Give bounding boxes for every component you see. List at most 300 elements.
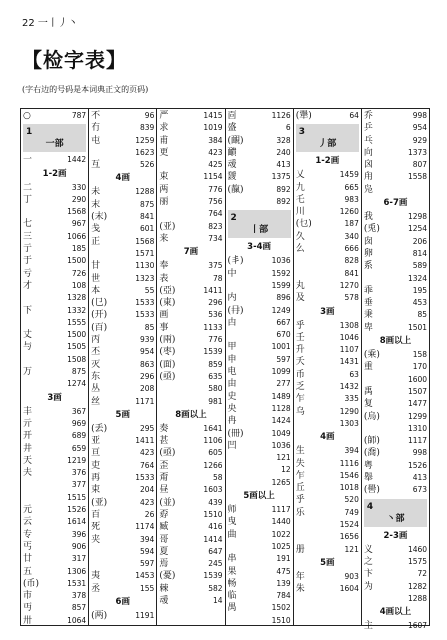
radical-number: 3 [298, 127, 305, 138]
entry-page-number: 1298 [407, 212, 428, 222]
index-entry [23, 602, 86, 614]
stroke-count-heading: 5画 [320, 557, 335, 568]
entry-page-number: 1533 [135, 310, 155, 320]
index-entry [91, 509, 154, 521]
index-entry [364, 544, 427, 556]
entry-character: 乂 [295, 170, 305, 181]
index-column [157, 109, 225, 625]
entry-page-number: 1599 [271, 280, 291, 290]
entry-page-number: 1414 [203, 534, 223, 544]
entry-character: (乜) [295, 219, 312, 230]
index-entry [296, 571, 359, 583]
index-entry [228, 354, 291, 366]
index-column [294, 109, 362, 625]
entry-character: 囟 [363, 160, 373, 171]
entry-character: 奏 [159, 423, 169, 434]
index-entry [364, 236, 427, 248]
entry-page-number: 1373 [407, 147, 428, 157]
index-entry [364, 484, 427, 496]
entry-page-number: 296 [140, 371, 155, 381]
entry-character: 灭 [91, 359, 101, 370]
radical-heading [23, 124, 86, 152]
index-entry [159, 159, 222, 171]
entry-character: 三 [23, 231, 33, 242]
entry-character: (亚) [159, 221, 176, 232]
entry-page-number: 896 [276, 293, 291, 303]
index-entry [159, 447, 222, 459]
entry-page-number: 582 [208, 583, 223, 593]
entry-character: 之 [363, 556, 373, 567]
index-entry [159, 396, 222, 408]
index-entry [23, 516, 86, 528]
entry-character: 臧 [159, 522, 169, 533]
entry-page-number: 998 [412, 111, 428, 120]
index-entry [228, 553, 291, 565]
index-entry [91, 297, 154, 309]
index-entry [159, 196, 222, 208]
entry-page-number: 589 [412, 261, 428, 271]
entry-character: (亞) [159, 285, 176, 296]
stroke-count-heading: 4画以上 [379, 607, 412, 618]
entry-page-number: 807 [412, 160, 428, 170]
radical-number: 1 [26, 127, 33, 138]
entry-page-number: 335 [344, 394, 359, 404]
entry-character: 下 [23, 305, 33, 316]
index-entry [364, 184, 427, 196]
entry-page-number: 85 [144, 322, 155, 332]
stroke-count-heading: 8画以上 [379, 336, 412, 347]
index-entry [91, 110, 154, 122]
index-entry [159, 309, 222, 321]
index-entry [91, 383, 154, 395]
index-entry [91, 147, 154, 159]
entry-page-number: 1510 [271, 615, 291, 625]
entry-page-number: 1130 [135, 261, 155, 271]
entry-character: 靣 [227, 111, 237, 121]
entry-character: 东 [91, 371, 101, 382]
entry-character: 甭 [159, 473, 169, 484]
entry-page-number: 1282 [407, 581, 428, 591]
index-entry [159, 371, 222, 383]
entry-character: 元 [23, 505, 33, 516]
entry-page-number: 394 [140, 534, 155, 544]
entry-character: 亘 [91, 448, 101, 459]
entry-character: 本 [91, 285, 101, 296]
index-entry [364, 386, 427, 398]
entry-page-number: 1306 [67, 566, 87, 576]
index-entry [228, 452, 291, 464]
entry-character: 束 [159, 172, 169, 183]
entry-character: 丞 [91, 583, 101, 594]
index-entry [23, 243, 86, 255]
index-entry [23, 406, 86, 418]
index-entry [159, 558, 222, 570]
index-entry [296, 519, 359, 531]
entry-page-number: 1154 [203, 172, 223, 182]
index-column [21, 109, 89, 625]
entry-page-number: 1001 [271, 342, 291, 352]
index-entry [296, 194, 359, 206]
entry-page-number: 121 [344, 544, 359, 554]
index-entry [159, 509, 222, 521]
page-number: 22 [22, 18, 35, 29]
index-entry [296, 393, 359, 405]
entry-character: 卵 [363, 248, 373, 259]
entry-character: (師) [363, 436, 380, 447]
entry-page-number: 96 [144, 111, 155, 120]
index-column [226, 109, 294, 625]
entry-character: (冄) [227, 305, 244, 316]
entry-page-number: 78 [212, 273, 223, 283]
entry-page-number: 423 [140, 448, 155, 458]
index-entry [228, 184, 291, 196]
entry-page-number: 1106 [203, 436, 223, 446]
index-entry [159, 570, 222, 582]
entry-page-number: 206 [412, 236, 428, 246]
entry-page-number: 1025 [271, 541, 291, 551]
index-entry [364, 223, 427, 235]
entry-page-number: 1174 [135, 522, 155, 532]
entry-page-number: 1274 [67, 379, 87, 389]
entry-character: 丐 [23, 541, 33, 552]
entry-page-number: 1568 [67, 207, 87, 217]
entry-character: 系 [363, 261, 373, 272]
entry-character: (東) [159, 298, 176, 309]
index-entry [23, 280, 86, 292]
entry-character: (犟) [295, 111, 312, 121]
entry-character: 叆 [159, 595, 169, 606]
index-entry [159, 460, 222, 472]
stroke-count-heading: 5画 [115, 409, 130, 420]
index-entry [159, 583, 222, 595]
radical-label: 一部 [45, 139, 64, 150]
entry-character: 垂 [363, 298, 373, 309]
entry-character: 久 [295, 231, 305, 242]
radical-number: 4 [366, 501, 374, 512]
entry-page-number: 1116 [339, 458, 359, 468]
index-entry [364, 460, 427, 472]
index-entry [364, 581, 427, 593]
entry-page-number: 1539 [203, 347, 223, 357]
entry-character: 与 [23, 342, 33, 353]
index-entry [91, 521, 154, 533]
index-entry [159, 383, 222, 395]
index-entry [228, 147, 291, 159]
entry-page-number: 1501 [407, 322, 428, 332]
index-entry [296, 494, 359, 506]
entry-character: ○ [23, 111, 31, 121]
index-entry [91, 558, 154, 570]
index-entry [91, 484, 154, 496]
index-entry [296, 507, 359, 519]
index-entry [23, 182, 86, 194]
entry-character: 币 [295, 369, 305, 380]
entry-character: (乘) [363, 350, 380, 361]
entry-page-number: 121 [276, 453, 291, 463]
entry-character: (嚳) [363, 485, 380, 496]
entry-page-number: 453 [412, 298, 428, 308]
entry-page-number: 939 [140, 335, 155, 345]
index-entry [159, 260, 222, 272]
entry-page-number: 1533 [135, 298, 155, 308]
index-entry [296, 369, 359, 381]
entry-page-number: 1510 [203, 509, 223, 519]
entry-page-number: 526 [140, 160, 155, 170]
entry-page-number: 1171 [135, 396, 155, 406]
entry-page-number: 277 [276, 379, 291, 389]
index-entry [364, 361, 427, 373]
entry-character: 靉 [227, 172, 237, 183]
entry-page-number: 14 [212, 595, 223, 605]
index-entry [91, 334, 154, 346]
entry-character: 乎 [295, 320, 305, 331]
index-entry [364, 374, 427, 386]
entry-page-number: 1022 [271, 529, 291, 539]
entry-character: (丢) [91, 423, 108, 434]
entry-character: 再 [91, 473, 101, 484]
index-entry [228, 159, 291, 171]
page-note: (字右边的号码是本词典正文的页码) [22, 85, 149, 94]
entry-character: 串 [227, 554, 237, 565]
index-entry [228, 477, 291, 489]
index-entry [91, 583, 154, 595]
entry-page-number: 863 [140, 359, 155, 369]
entry-page-number: 108 [71, 280, 87, 290]
entry-page-number: 1431 [339, 357, 359, 367]
entry-character: 天 [23, 455, 33, 466]
entry-character: 焉 [159, 559, 169, 570]
entry-page-number: 1555 [67, 317, 87, 327]
entry-page-number: 208 [140, 384, 155, 394]
entry-page-number: 6 [285, 123, 291, 133]
index-entry [23, 492, 86, 504]
entry-page-number: 1191 [135, 610, 155, 620]
index-entry [228, 305, 291, 317]
entry-character: 电 [227, 367, 237, 378]
radical-heading [296, 124, 359, 152]
index-entry [23, 341, 86, 353]
entry-page-number: 204 [140, 485, 155, 495]
entry-character: 卅 [23, 615, 33, 626]
entry-character: 两 [159, 184, 169, 195]
entry-page-number: 578 [344, 293, 359, 303]
entry-character: 师 [227, 505, 237, 516]
entry-character: 末 [91, 199, 101, 210]
entry-page-number: 423 [208, 147, 223, 157]
index-column [362, 109, 429, 632]
entry-character: 乍 [295, 394, 305, 405]
entry-page-number: 597 [140, 559, 155, 569]
index-entry [91, 285, 154, 297]
index-entry [364, 435, 427, 447]
stroke-count-heading: 3-4画 [247, 242, 272, 253]
entry-character: 粤 [363, 460, 373, 471]
entry-character: 叆 [227, 160, 237, 171]
entry-page-number: 1308 [339, 320, 359, 330]
index-entry [23, 455, 86, 467]
index-entry [23, 615, 86, 627]
entry-page-number: 240 [276, 147, 291, 157]
entry-character: 生 [295, 446, 305, 457]
entry-page-number: 195 [412, 285, 428, 295]
stroke-count-heading: 4画 [115, 173, 130, 184]
entry-page-number: 1266 [203, 460, 223, 470]
entry-character: 我 [363, 212, 373, 223]
entry-page-number: 903 [344, 571, 359, 581]
index-entry [364, 556, 427, 568]
radical-heading [364, 499, 427, 527]
entry-character: 一 [23, 155, 33, 166]
entry-page-number: 72 [417, 569, 428, 579]
entry-page-number: 1107 [339, 345, 359, 355]
entry-page-number: 394 [344, 446, 359, 456]
entry-page-number: 1558 [407, 172, 428, 182]
entry-page-number: 1270 [339, 280, 359, 290]
entry-character: 丸 [295, 280, 305, 291]
entry-page-number: 659 [71, 443, 87, 453]
index-entry [91, 322, 154, 334]
index-entry [296, 470, 359, 482]
entry-page-number: 340 [344, 231, 359, 241]
entry-character: 丝 [91, 396, 101, 407]
entry-character: (烏) [363, 411, 380, 422]
entry-page-number: 317 [71, 554, 87, 564]
index-entry [23, 430, 86, 442]
entry-character: (㔾) [91, 298, 108, 309]
entry-page-number: 635 [208, 371, 223, 381]
index-entry [296, 458, 359, 470]
entry-page-number: 1607 [407, 621, 428, 631]
entry-page-number: 1477 [407, 399, 428, 409]
entry-page-number: 1066 [67, 231, 87, 241]
entry-character: 甫 [159, 135, 169, 146]
entry-page-number: 1575 [407, 556, 428, 566]
entry-character: 才 [23, 280, 33, 291]
entry-page-number: 756 [208, 197, 223, 207]
entry-page-number: 1531 [67, 578, 87, 588]
entry-character: 果 [227, 566, 237, 577]
index-entry [91, 236, 154, 248]
entry-page-number: 1568 [135, 236, 155, 246]
entry-page-number: 1310 [407, 423, 428, 433]
index-entry [296, 544, 359, 556]
index-entry [91, 260, 154, 272]
entry-character: 舉 [363, 473, 373, 484]
index-entry [159, 484, 222, 496]
entry-page-number: 1600 [407, 374, 428, 384]
stroke-count-heading: 1-2画 [315, 156, 340, 167]
entry-page-number: 892 [276, 197, 291, 207]
index-entry [23, 317, 86, 329]
index-entry [91, 359, 154, 371]
index-entry [23, 110, 86, 122]
entry-page-number: 597 [276, 354, 291, 364]
entry-page-number: 828 [344, 256, 359, 266]
entry-page-number: 58 [212, 473, 223, 483]
entry-page-number: 954 [140, 347, 155, 357]
entry-character: 哥 [159, 534, 169, 545]
index-entry [296, 182, 359, 194]
entry-page-number: 290 [71, 194, 87, 204]
index-entry [23, 218, 86, 230]
stroke-count-heading: 4画 [320, 432, 335, 443]
index-entry [228, 590, 291, 602]
entry-character: 夫 [23, 468, 33, 479]
entry-page-number: 1641 [203, 423, 223, 433]
index-entry [364, 472, 427, 484]
entry-character: 乏 [295, 382, 305, 393]
index-entry [228, 602, 291, 614]
entry-character: 正 [91, 236, 101, 247]
entry-page-number: 1424 [271, 416, 291, 426]
index-entry [91, 610, 154, 622]
index-entry [228, 566, 291, 578]
entry-character: (靦) [227, 135, 244, 146]
entry-page-number: 1592 [271, 268, 291, 278]
stroke-count-heading: 7画 [183, 247, 199, 258]
entry-character: 专 [23, 529, 33, 540]
stroke-count-heading: 2-3画 [383, 530, 408, 541]
entry-character: 亏 [23, 268, 33, 279]
entry-character: 禹 [363, 386, 373, 397]
entry-character: 为 [363, 581, 373, 592]
entry-character: (亚) [91, 497, 108, 508]
entry-character: 乌 [295, 406, 305, 417]
entry-character: (百) [91, 322, 108, 333]
index-entry [364, 110, 427, 122]
index-entry [159, 472, 222, 484]
entry-character: 主 [363, 621, 373, 632]
entry-page-number: 1604 [339, 584, 359, 594]
index-entry [296, 218, 359, 230]
index-entry [364, 273, 427, 285]
index-entry [23, 255, 86, 267]
index-entry [364, 309, 427, 321]
entry-page-number: 328 [276, 135, 291, 145]
index-entry [23, 541, 86, 553]
entry-page-number: 1489 [271, 391, 291, 401]
entry-page-number: 666 [344, 244, 359, 254]
index-entry [91, 122, 154, 134]
entry-character: 屯 [91, 135, 101, 146]
entry-page-number: 1265 [271, 477, 291, 487]
entry-page-number: 1290 [339, 406, 359, 416]
entry-character: 求 [159, 123, 169, 134]
index-entry [91, 223, 154, 235]
entry-page-number: 1500 [67, 256, 87, 266]
entry-character: 夷 [91, 571, 101, 582]
entry-character: 年 [295, 571, 305, 582]
index-entry [228, 171, 291, 183]
entry-page-number: 967 [71, 219, 87, 229]
index-entry [159, 297, 222, 309]
entry-page-number: 601 [140, 224, 155, 234]
entry-page-number: 981 [208, 396, 223, 406]
entry-character: 死 [91, 522, 101, 533]
index-entry [23, 366, 86, 378]
entry-character: 凫 [363, 184, 373, 195]
entry-page-number: 1515 [67, 492, 87, 502]
entry-page-number: 859 [208, 359, 223, 369]
entry-character: 临 [227, 591, 237, 602]
index-entry [91, 346, 154, 358]
entry-character: 表 [159, 273, 169, 284]
entry-character: (两) [91, 610, 108, 621]
entry-character: 复 [363, 399, 373, 410]
entry-character: 百 [91, 509, 101, 520]
entry-character: 重 [363, 362, 373, 373]
index-entry [228, 280, 291, 292]
